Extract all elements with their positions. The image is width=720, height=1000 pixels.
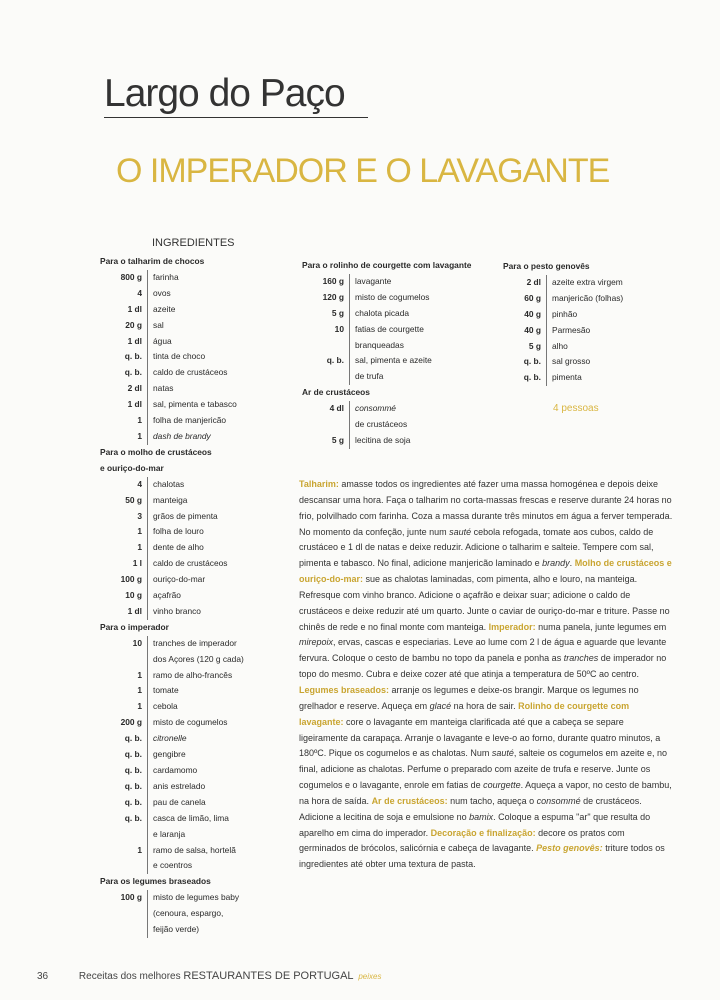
ingredient-row — [100, 334, 290, 350]
ingredient-quantity: 1 dl — [127, 399, 142, 410]
ingredient-name: pimenta — [546, 370, 678, 386]
method-section-heading: Ar de crustáceos: — [371, 795, 448, 806]
ingredient-quantity: 5 g — [331, 434, 344, 445]
ingredient-quantity: 1 l — [132, 558, 142, 569]
ingredients-column-1 — [100, 254, 290, 938]
ingredient-quantity — [100, 906, 147, 922]
ingredient-name: misto de cogumelos — [349, 290, 497, 306]
ingredient-row — [100, 827, 290, 843]
ingredient-name: sal, pimenta e azeite — [349, 353, 497, 369]
ingredient-name: feijão verde) — [147, 922, 290, 938]
ingredient-name: cebola — [147, 699, 290, 715]
ingredient-name: açafrão — [147, 588, 290, 604]
method-section-heading: Molho de crustáceos e ouriço-do-mar: — [299, 558, 672, 585]
ingredient-name: ramo de salsa, hortelã — [147, 843, 290, 859]
ingredient-row — [100, 906, 290, 922]
ingredient-quantity: 100 g — [120, 574, 142, 585]
method-text-run: courgette — [483, 780, 521, 791]
ingredient-name: azeite — [147, 302, 290, 318]
ingredient-quantity: 1 — [137, 669, 142, 680]
method-text-run: consommé — [536, 795, 581, 806]
ingredient-row — [100, 747, 290, 763]
ingredient-row — [503, 275, 678, 291]
ingredient-name: sal, pimenta e tabasco — [147, 397, 290, 413]
ingredient-row — [100, 890, 290, 906]
ingredient-row — [100, 365, 290, 381]
ingredient-name: anis estrelado — [147, 779, 290, 795]
ingredient-name: grãos de pimenta — [147, 509, 290, 525]
method-text-run: brandy — [542, 558, 570, 569]
ingredient-row — [100, 413, 290, 429]
ingredient-row — [100, 811, 290, 827]
ingredient-quantity: 1 — [137, 415, 142, 426]
ingredient-quantity: 2 dl — [127, 383, 142, 394]
ingredient-quantity: 3 — [137, 510, 142, 521]
dish-title: O IMPERADOR E O LAVAGANTE — [116, 152, 610, 190]
ingredient-row — [100, 397, 290, 413]
ingredient-name: manteiga — [147, 493, 290, 509]
ingredient-row — [100, 540, 290, 556]
ingredient-quantity — [100, 858, 147, 874]
ingredient-name: sal grosso — [546, 354, 678, 370]
ingredient-quantity: 1 — [137, 526, 142, 537]
ingredient-row — [100, 699, 290, 715]
ingredient-quantity — [100, 652, 147, 668]
ingredient-quantity: 40 g — [524, 324, 541, 335]
ingredient-quantity: 1 dl — [127, 303, 142, 314]
ingredient-quantity: q. b. — [124, 780, 142, 791]
ingredient-group-heading: Ar de crustáceos — [302, 387, 370, 398]
ingredient-quantity: 20 g — [125, 319, 142, 330]
ingredient-row — [100, 668, 290, 684]
ingredient-quantity: q. b. — [124, 749, 142, 760]
method-text-run: numa panela, junte legumes em — [535, 621, 667, 632]
ingredient-name: e coentros — [147, 858, 290, 874]
ingredient-name: chalota picada — [349, 306, 497, 322]
ingredient-row — [100, 556, 290, 572]
ingredient-quantity: 50 g — [125, 494, 142, 505]
ingredient-name: cardamomo — [147, 763, 290, 779]
ingredient-row — [503, 354, 678, 370]
method-text-run: decore os pratos com germinados de brócolos, salicórnia e cabeça de lavagante. — [299, 827, 625, 854]
method-text-run: sauté — [491, 748, 514, 759]
page-footer — [37, 970, 381, 982]
ingredient-row — [302, 433, 497, 449]
restaurant-name: Largo do Paço — [104, 72, 345, 115]
ingredient-name: vinho branco — [147, 604, 290, 620]
ingredient-quantity: 1 — [137, 844, 142, 855]
ingredient-quantity: 4 — [137, 478, 142, 489]
ingredient-quantity: 4 — [137, 287, 142, 298]
ingredient-row — [503, 370, 678, 386]
ingredient-quantity: q. b. — [124, 796, 142, 807]
ingredient-row — [100, 429, 290, 445]
ingredients-heading: INGREDIENTES — [152, 237, 235, 249]
method-text-run: , ervas, cascas e especiarias. Leve ao lume com 2 l de água e aguarde que levante fervura. Coloque o cesto de bambu no topo da panela e ponha as — [299, 637, 667, 664]
ingredient-name: chalotas — [147, 477, 290, 493]
method-text-run: sue as chalotas laminadas, com pimenta, alho e louro, na manteiga. Refresque com vinho branco. Adicione o açafrão e deixar suar; adicione o caldo de crustáceos e deixe reduzir até um quarto. Junte o caviar de ouriço-do-mar e triture. Passe no chinês de rede e no final monte com manteiga. — [299, 574, 670, 632]
ingredient-quantity: q. b. — [124, 367, 142, 378]
ingredient-name: caldo de crustáceos — [147, 556, 290, 572]
method-text-run: arranje os legumes e deixe-os brangir. Marque os legumes no grelhador e reserve. Aqueça em — [299, 684, 639, 711]
ingredient-name: dash de brandy — [147, 429, 290, 445]
ingredient-quantity: 120 g — [322, 291, 344, 302]
method-section-heading: Legumes braseados: — [299, 684, 390, 695]
ingredient-row — [100, 588, 290, 604]
ingredient-quantity: q. b. — [523, 356, 541, 367]
ingredient-quantity: q. b. — [124, 812, 142, 823]
ingredient-quantity: 160 g — [322, 275, 344, 286]
method-text-run: core o lavagante em manteiga clarificada até que a cabeça se separe ligeiramente da carapaça. Arranje o lavagante e leve-o ao forno, durante quatro minutos, a 180ºC. Pique os cogumelos e as chalotas. Num — [299, 716, 661, 759]
ingredient-name: pau de canela — [147, 795, 290, 811]
ingredient-row — [302, 353, 497, 369]
ingredient-row — [100, 858, 290, 874]
ingredient-name: tinta de choco — [147, 349, 290, 365]
ingredient-name: tranches de imperador — [147, 636, 290, 652]
ingredient-row — [100, 524, 290, 540]
method-text-run: glacé — [429, 700, 452, 711]
ingredient-row — [100, 795, 290, 811]
ingredient-quantity: 1 dl — [127, 335, 142, 346]
ingredient-quantity: 100 g — [120, 892, 142, 903]
method-section-heading: Rolinho de courgette com lavagante: — [299, 700, 630, 727]
ingredient-row — [302, 338, 497, 354]
ingredient-quantity — [302, 417, 349, 433]
ingredient-group-heading: Para o pesto genovês — [503, 261, 590, 271]
method-text-run: sauté — [449, 526, 472, 537]
ingredient-name: de trufa — [349, 369, 497, 385]
ingredient-quantity: 1 dl — [127, 605, 142, 616]
ingredient-group-heading: e ouriço-do-mar — [100, 462, 164, 473]
ingredient-row — [100, 731, 290, 747]
ingredient-name: dente de alho — [147, 540, 290, 556]
method-section-heading: Decoração e finalização: — [430, 827, 536, 838]
ingredient-name: dos Açores (120 g cada) — [147, 652, 290, 668]
ingredient-row — [100, 318, 290, 334]
ingredient-row — [100, 715, 290, 731]
book-title-prefix: Receitas dos melhores — [78, 971, 184, 982]
ingredient-quantity: 1 — [137, 542, 142, 553]
method-text-run: num tacho, aqueça o — [447, 795, 537, 806]
ingredient-quantity: 40 g — [524, 308, 541, 319]
ingredient-quantity — [100, 827, 147, 843]
ingredient-name: misto de cogumelos — [147, 715, 290, 731]
ingredient-row — [503, 307, 678, 323]
ingredient-name: (cenoura, espargo, — [147, 906, 290, 922]
ingredient-row — [302, 274, 497, 290]
method-text-run: mirepoix — [299, 637, 334, 648]
ingredient-row — [302, 306, 497, 322]
method-text-run: . — [569, 558, 575, 569]
ingredient-name: casca de limão, lima — [147, 811, 290, 827]
ingredient-row — [100, 572, 290, 588]
ingredient-row — [302, 322, 497, 338]
book-section: peixes — [358, 972, 382, 981]
ingredient-quantity: q. b. — [523, 372, 541, 383]
ingredient-row — [302, 417, 497, 433]
ingredient-quantity: 800 g — [120, 271, 142, 282]
ingredient-quantity: 60 g — [524, 292, 541, 303]
ingredient-quantity: 10 — [334, 323, 344, 334]
servings-label: 4 pessoas — [553, 403, 599, 414]
method-text-run: bamix — [469, 811, 494, 822]
ingredient-quantity: 4 dl — [329, 403, 344, 414]
page-number: 36 — [37, 971, 49, 982]
ingredient-row — [503, 291, 678, 307]
method-text-run: tranches — [563, 653, 599, 664]
ingredient-name: fatias de courgette — [349, 322, 497, 338]
ingredient-row — [503, 323, 678, 339]
method-text-run: triture todos os ingredientes até obter uma textura de pasta. — [299, 843, 665, 870]
ingredient-name: lavagante — [349, 274, 497, 290]
ingredient-name: folha de louro — [147, 524, 290, 540]
ingredient-quantity: 5 g — [331, 307, 344, 318]
ingredient-group-heading: Para os legumes braseados — [100, 876, 211, 887]
ingredient-name: sal — [147, 318, 290, 334]
ingredient-name: ramo de alho-francês — [147, 668, 290, 684]
ingredient-name: farinha — [147, 270, 290, 286]
ingredient-name: ovos — [147, 286, 290, 302]
ingredient-name: branqueadas — [349, 338, 497, 354]
ingredient-row — [100, 477, 290, 493]
method-text-run: amasse todos os ingredientes até fazer uma massa homogénea e depois deixe descansar uma hora. Faça o talharim no corta-massas frescas e reserve durante 24 horas no frio, polvilhado com farinha. Coza a massa durante três minutos em água a ferver temperada. No momento da confeção, junte num — [299, 479, 673, 537]
ingredient-group-heading: Para o talharim de chocos — [100, 256, 205, 266]
ingredient-name: alho — [546, 339, 678, 355]
ingredient-name: citronelle — [147, 731, 290, 747]
ingredient-name: água — [147, 334, 290, 350]
ingredient-name: e laranja — [147, 827, 290, 843]
ingredient-name: Parmesão — [546, 323, 678, 339]
ingredient-quantity: 1 — [137, 685, 142, 696]
ingredient-name: azeite extra virgem — [546, 275, 678, 291]
method-section-heading: Pesto genovês: — [536, 843, 603, 854]
ingredient-name: caldo de crustáceos — [147, 365, 290, 381]
method-text-run: cebola refogada, tomate aos cubos, caldo de crustáceo e 1 dl de natas e deixe reduzir. Adicione o talharim e salteie. Tempere com sal, pimenta e tabasco. No final, adicione manjericão laminado e — [299, 526, 654, 569]
ingredient-row — [100, 270, 290, 286]
ingredient-quantity: 2 dl — [526, 276, 541, 287]
ingredient-row — [100, 493, 290, 509]
method-section-heading: Talharim: — [299, 479, 339, 489]
ingredient-name: natas — [147, 381, 290, 397]
ingredient-quantity: q. b. — [124, 765, 142, 775]
ingredient-quantity: 1 — [137, 701, 142, 712]
ingredient-quantity — [302, 369, 349, 385]
title-underline — [104, 117, 368, 118]
ingredient-name: misto de legumes baby — [147, 890, 290, 906]
ingredient-name: tomate — [147, 683, 290, 699]
method-text-run: de imperador no topo do mesmo. Cubra e deixe cozer até que atinja a temperatura de 50ºC ao centro. — [299, 653, 667, 680]
ingredient-quantity: q. b. — [326, 355, 344, 366]
book-title-emphasis: RESTAURANTES DE PORTUGAL — [183, 970, 354, 982]
ingredient-quantity: 1 — [137, 430, 142, 441]
ingredient-row — [302, 401, 497, 417]
ingredient-name: de crustáceos — [349, 417, 497, 433]
ingredient-name: manjericão (folhas) — [546, 291, 678, 307]
ingredients-column-3 — [503, 259, 678, 386]
method-text-run: . Aqueça a vapor, no cesto de bambu, na hora de saída. — [299, 780, 672, 806]
ingredient-row — [100, 652, 290, 668]
ingredient-row — [100, 286, 290, 302]
ingredient-row — [100, 381, 290, 397]
method-text-run: . Coloque a espuma "ar" que resulta do aparelho em cima do imperador. — [299, 811, 651, 838]
ingredient-quantity: q. b. — [124, 351, 142, 362]
ingredient-row — [100, 604, 290, 620]
ingredient-quantity: 10 — [132, 637, 142, 648]
ingredient-row — [503, 339, 678, 355]
ingredient-name: pinhão — [546, 307, 678, 323]
ingredient-row — [100, 683, 290, 699]
ingredient-group-heading: Para o imperador — [100, 621, 169, 632]
ingredient-quantity: 10 g — [125, 590, 142, 601]
ingredient-group-heading: Para o rolinho de courgette com lavagante — [302, 260, 472, 270]
method-text-run: , salteie os cogumelos em azeite e, no final, adicione as chalotas. Perfume o preparado com azeite de trufa e reserve. Junte os cogumelos e o lavagante, enrole em fatias de — [299, 748, 668, 791]
method-text — [299, 477, 674, 873]
ingredient-name: folha de manjericão — [147, 413, 290, 429]
ingredient-row — [302, 290, 497, 306]
method-text-run: de crustáceos. Adicione a lecitina de soja e emulsione no — [299, 795, 642, 822]
ingredients-column-2 — [302, 258, 497, 449]
ingredient-row — [302, 369, 497, 385]
ingredient-row — [100, 779, 290, 795]
ingredient-row — [100, 302, 290, 318]
ingredient-row — [100, 843, 290, 859]
ingredient-name: lecitina de soja — [349, 433, 497, 449]
ingredient-quantity — [302, 338, 349, 354]
ingredient-quantity: q. b. — [124, 733, 142, 744]
ingredient-name: gengibre — [147, 747, 290, 763]
method-section-heading: Imperador: — [488, 621, 536, 632]
ingredient-row — [100, 636, 290, 652]
ingredient-group-heading: Para o molho de crustáceos — [100, 446, 212, 457]
ingredient-quantity: 200 g — [120, 717, 142, 728]
ingredient-name: consommé — [349, 401, 497, 417]
ingredient-row — [100, 349, 290, 365]
ingredient-name: ouriço-do-mar — [147, 572, 290, 588]
ingredient-quantity — [100, 922, 147, 938]
ingredient-quantity: 5 g — [528, 340, 541, 351]
ingredient-row — [100, 763, 290, 779]
method-text-run: na hora de sair. — [451, 700, 519, 711]
book-title — [79, 971, 354, 982]
ingredient-row — [100, 509, 290, 525]
ingredient-row — [100, 922, 290, 938]
